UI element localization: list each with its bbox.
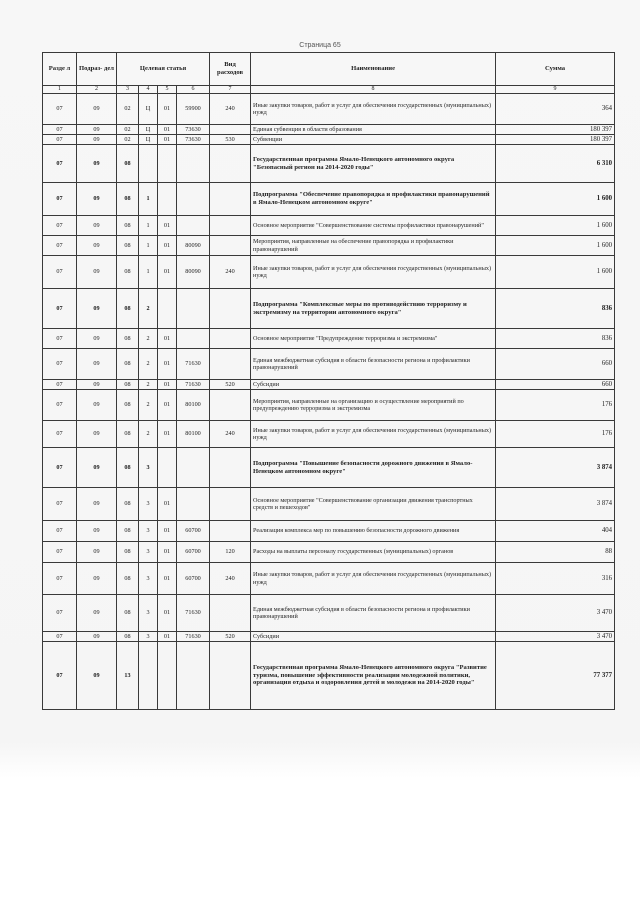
expense-type-cell	[210, 125, 251, 135]
sum-cell: 836	[496, 329, 615, 349]
subprogram-code-cell: 3	[139, 521, 158, 542]
name-cell: Основное мероприятие "Совершенствование системы профилактики правонарушений"	[251, 216, 496, 236]
table-row	[43, 448, 615, 488]
expense-type-cell: 240	[210, 563, 251, 595]
event-code-cell	[158, 448, 177, 488]
name-cell: Основное мероприятие "Предупреждение терроризма и экстремизма"	[251, 329, 496, 349]
subprogram-code-cell: 1	[139, 216, 158, 236]
podrazdel-cell: 09	[77, 563, 117, 595]
direction-code-cell	[177, 329, 210, 349]
event-code-cell: 01	[158, 125, 177, 135]
header-podrazdel: Подраз- дел	[77, 53, 117, 86]
sum-cell: 1 600	[496, 183, 615, 216]
col-number: 1	[43, 86, 77, 94]
event-code-cell: 01	[158, 421, 177, 448]
sum-cell: 316	[496, 563, 615, 595]
table-row	[43, 563, 615, 595]
expense-type-cell	[210, 349, 251, 380]
razdel-cell: 07	[43, 563, 77, 595]
expense-type-cell: 240	[210, 94, 251, 125]
sum-cell: 88	[496, 542, 615, 563]
name-cell: Подпрограмма "Комплексные меры по противодействию терроризму и экстремизму на территории автономного округа"	[251, 289, 496, 329]
event-code-cell: 01	[158, 390, 177, 421]
program-code-cell: 08	[117, 256, 139, 289]
header-razdel: Разде л	[43, 53, 77, 86]
program-code-cell: 08	[117, 183, 139, 216]
podrazdel-cell: 09	[77, 595, 117, 632]
header-naimenovanie: Наименование	[251, 53, 496, 86]
table-row	[43, 216, 615, 236]
name-cell: Мероприятия, направленные на организацию и осуществление мероприятий по предупреждению терроризма и экстремизма	[251, 390, 496, 421]
expense-type-cell: 240	[210, 421, 251, 448]
subprogram-code-cell: Ц	[139, 94, 158, 125]
col-number: 5	[158, 86, 177, 94]
podrazdel-cell: 09	[77, 390, 117, 421]
event-code-cell: 01	[158, 329, 177, 349]
expense-type-cell: 120	[210, 542, 251, 563]
name-cell: Основное мероприятие "Совершенствование организации движения транспортных средств и пешеходов"	[251, 488, 496, 521]
subprogram-code-cell	[139, 642, 158, 710]
table-row	[43, 256, 615, 289]
podrazdel-cell: 09	[77, 216, 117, 236]
event-code-cell: 01	[158, 542, 177, 563]
expense-type-cell	[210, 216, 251, 236]
name-cell: Мероприятия, направленные на обеспечение правопорядка и профилактики правонарушений	[251, 236, 496, 256]
razdel-cell: 07	[43, 595, 77, 632]
subprogram-code-cell	[139, 145, 158, 183]
event-code-cell: 01	[158, 216, 177, 236]
sum-cell: 6 310	[496, 145, 615, 183]
razdel-cell: 07	[43, 421, 77, 448]
event-code-cell: 01	[158, 236, 177, 256]
expense-type-cell	[210, 488, 251, 521]
subprogram-code-cell: 1	[139, 256, 158, 289]
expense-type-cell: 240	[210, 256, 251, 289]
program-code-cell: 08	[117, 542, 139, 563]
direction-code-cell	[177, 183, 210, 216]
event-code-cell	[158, 183, 177, 216]
direction-code-cell	[177, 289, 210, 329]
name-cell: Субсидии	[251, 380, 496, 390]
header-row	[43, 53, 615, 86]
razdel-cell: 07	[43, 329, 77, 349]
razdel-cell: 07	[43, 216, 77, 236]
table-row	[43, 183, 615, 216]
expense-type-cell	[210, 236, 251, 256]
direction-code-cell: 80090	[177, 256, 210, 289]
name-cell: Иные закупки товаров, работ и услуг для обеспечения государственных (муниципальных) нужд	[251, 563, 496, 595]
program-code-cell: 08	[117, 216, 139, 236]
podrazdel-cell: 09	[77, 642, 117, 710]
direction-code-cell	[177, 642, 210, 710]
expense-type-cell: 520	[210, 632, 251, 642]
podrazdel-cell: 09	[77, 289, 117, 329]
podrazdel-cell: 09	[77, 488, 117, 521]
razdel-cell: 07	[43, 135, 77, 145]
direction-code-cell: 71630	[177, 632, 210, 642]
name-cell: Субвенции	[251, 135, 496, 145]
event-code-cell: 01	[158, 632, 177, 642]
table-row	[43, 542, 615, 563]
sum-cell: 3 470	[496, 632, 615, 642]
podrazdel-cell: 09	[77, 380, 117, 390]
razdel-cell: 07	[43, 289, 77, 329]
table-row	[43, 390, 615, 421]
razdel-cell: 07	[43, 488, 77, 521]
direction-code-cell: 80090	[177, 236, 210, 256]
sum-cell: 660	[496, 349, 615, 380]
expense-type-cell	[210, 595, 251, 632]
razdel-cell: 07	[43, 542, 77, 563]
program-code-cell: 08	[117, 390, 139, 421]
program-code-cell: 08	[117, 421, 139, 448]
subprogram-code-cell: 3	[139, 448, 158, 488]
sum-cell: 836	[496, 289, 615, 329]
program-code-cell: 08	[117, 329, 139, 349]
expense-type-cell	[210, 183, 251, 216]
sum-cell: 660	[496, 380, 615, 390]
program-code-cell: 08	[117, 349, 139, 380]
razdel-cell: 07	[43, 125, 77, 135]
name-cell: Иные закупки товаров, работ и услуг для обеспечения государственных (муниципальных) нужд	[251, 421, 496, 448]
name-cell: Субсидии	[251, 632, 496, 642]
table-row	[43, 236, 615, 256]
table-row	[43, 595, 615, 632]
name-cell: Единая межбюджетная субсидия в области безопасности региона и профилактики правонарушений	[251, 349, 496, 380]
table-row	[43, 349, 615, 380]
header-vid-raskhodov: Вид расходов	[210, 53, 251, 86]
sum-cell: 3 874	[496, 448, 615, 488]
table-row	[43, 632, 615, 642]
event-code-cell	[158, 145, 177, 183]
program-code-cell: 08	[117, 488, 139, 521]
podrazdel-cell: 09	[77, 183, 117, 216]
direction-code-cell: 80100	[177, 421, 210, 448]
direction-code-cell: 59900	[177, 94, 210, 125]
podrazdel-cell: 09	[77, 135, 117, 145]
sum-cell: 1 600	[496, 236, 615, 256]
event-code-cell: 01	[158, 595, 177, 632]
razdel-cell: 07	[43, 632, 77, 642]
name-cell: Расходы на выплаты персоналу государственных (муниципальных) органов	[251, 542, 496, 563]
direction-code-cell: 60700	[177, 542, 210, 563]
subprogram-code-cell: 2	[139, 380, 158, 390]
col-number: 7	[210, 86, 251, 94]
subprogram-code-cell: 3	[139, 632, 158, 642]
expense-type-cell: 530	[210, 135, 251, 145]
subprogram-code-cell: 1	[139, 183, 158, 216]
subprogram-code-cell: 2	[139, 390, 158, 421]
col-number: 2	[77, 86, 117, 94]
event-code-cell	[158, 642, 177, 710]
podrazdel-cell: 09	[77, 448, 117, 488]
subprogram-code-cell: 3	[139, 563, 158, 595]
table-row	[43, 488, 615, 521]
direction-code-cell: 71630	[177, 380, 210, 390]
col-number: 9	[496, 86, 615, 94]
program-code-cell: 08	[117, 236, 139, 256]
podrazdel-cell: 09	[77, 349, 117, 380]
razdel-cell: 07	[43, 183, 77, 216]
name-cell: Подпрограмма "Обеспечение правопорядка и профилактики правонарушений в Ямало-Ненецком автономном округе"	[251, 183, 496, 216]
program-code-cell: 08	[117, 448, 139, 488]
direction-code-cell: 80100	[177, 390, 210, 421]
podrazdel-cell: 09	[77, 632, 117, 642]
page-number: Страница 65	[299, 42, 341, 49]
subprogram-code-cell: Ц	[139, 125, 158, 135]
event-code-cell: 01	[158, 135, 177, 145]
razdel-cell: 07	[43, 236, 77, 256]
event-code-cell	[158, 289, 177, 329]
event-code-cell: 01	[158, 349, 177, 380]
program-code-cell: 02	[117, 125, 139, 135]
podrazdel-cell: 09	[77, 521, 117, 542]
event-code-cell: 01	[158, 488, 177, 521]
program-code-cell: 08	[117, 595, 139, 632]
expense-type-cell	[210, 642, 251, 710]
event-code-cell: 01	[158, 563, 177, 595]
name-cell: Единая субвенция в области образования	[251, 125, 496, 135]
sum-cell: 3 470	[496, 595, 615, 632]
col-number: 4	[139, 86, 158, 94]
expense-type-cell	[210, 145, 251, 183]
table-row	[43, 94, 615, 125]
sum-cell: 180 397	[496, 135, 615, 145]
event-code-cell: 01	[158, 256, 177, 289]
name-cell: Реализация комплекса мер по повышению безопасности дорожного движения	[251, 521, 496, 542]
sum-cell: 1 600	[496, 256, 615, 289]
podrazdel-cell: 09	[77, 125, 117, 135]
subprogram-code-cell: 2	[139, 329, 158, 349]
podrazdel-cell: 09	[77, 421, 117, 448]
expense-type-cell: 520	[210, 380, 251, 390]
program-code-cell: 08	[117, 289, 139, 329]
podrazdel-cell: 09	[77, 236, 117, 256]
razdel-cell: 07	[43, 521, 77, 542]
event-code-cell: 01	[158, 380, 177, 390]
direction-code-cell: 71630	[177, 349, 210, 380]
program-code-cell: 08	[117, 563, 139, 595]
expense-type-cell	[210, 329, 251, 349]
sum-cell: 404	[496, 521, 615, 542]
sum-cell: 176	[496, 390, 615, 421]
table-row	[43, 289, 615, 329]
direction-code-cell: 73630	[177, 135, 210, 145]
subprogram-code-cell: 2	[139, 289, 158, 329]
program-code-cell: 08	[117, 632, 139, 642]
sum-cell: 1 600	[496, 216, 615, 236]
event-code-cell: 01	[158, 94, 177, 125]
table-row	[43, 421, 615, 448]
subprogram-code-cell: Ц	[139, 135, 158, 145]
sum-cell: 176	[496, 421, 615, 448]
expense-type-cell	[210, 289, 251, 329]
program-code-cell: 02	[117, 135, 139, 145]
name-cell: Государственная программа Ямало-Ненецкого автономного округа "Безопасный регион на 2014-2020 годы"	[251, 145, 496, 183]
col-number: 8	[251, 86, 496, 94]
table-row	[43, 135, 615, 145]
subprogram-code-cell: 3	[139, 595, 158, 632]
column-number-row	[43, 86, 615, 94]
direction-code-cell: 73630	[177, 125, 210, 135]
program-code-cell: 13	[117, 642, 139, 710]
program-code-cell: 08	[117, 145, 139, 183]
expense-type-cell	[210, 448, 251, 488]
sum-cell: 180 397	[496, 125, 615, 135]
direction-code-cell	[177, 448, 210, 488]
subprogram-code-cell: 3	[139, 542, 158, 563]
name-cell: Единая межбюджетная субсидия в области безопасности региона и профилактики правонарушений	[251, 595, 496, 632]
table-body	[43, 94, 615, 710]
razdel-cell: 07	[43, 94, 77, 125]
table-row	[43, 642, 615, 710]
sum-cell: 3 874	[496, 488, 615, 521]
name-cell: Иные закупки товаров, работ и услуг для обеспечения государственных (муниципальных) нужд	[251, 256, 496, 289]
direction-code-cell: 60700	[177, 521, 210, 542]
col-number: 6	[177, 86, 210, 94]
sum-cell: 77 377	[496, 642, 615, 710]
subprogram-code-cell: 2	[139, 349, 158, 380]
razdel-cell: 07	[43, 380, 77, 390]
razdel-cell: 07	[43, 448, 77, 488]
name-cell: Иные закупки товаров, работ и услуг для обеспечения государственных (муниципальных) нужд	[251, 94, 496, 125]
name-cell: Подпрограмма "Повышение безопасности дорожного движения в Ямало-Ненецком автономном округе"	[251, 448, 496, 488]
sum-cell: 364	[496, 94, 615, 125]
direction-code-cell	[177, 145, 210, 183]
expense-type-cell	[210, 521, 251, 542]
direction-code-cell	[177, 216, 210, 236]
table-row	[43, 380, 615, 390]
table-row	[43, 329, 615, 349]
budget-table	[42, 52, 615, 710]
name-cell: Государственная программа Ямало-Ненецкого автономного округа "Развитие туризма, повышение эффективности реализации молодежной политики, организация отдыха и оздоровления детей и молодежи на 2014-2020 годы"	[251, 642, 496, 710]
razdel-cell: 07	[43, 145, 77, 183]
subprogram-code-cell: 3	[139, 488, 158, 521]
razdel-cell: 07	[43, 642, 77, 710]
table-row	[43, 145, 615, 183]
expense-type-cell	[210, 390, 251, 421]
header-celevaya-statya: Целевая статья	[117, 53, 210, 86]
subprogram-code-cell: 1	[139, 236, 158, 256]
razdel-cell: 07	[43, 349, 77, 380]
table-row	[43, 521, 615, 542]
podrazdel-cell: 09	[77, 329, 117, 349]
col-number: 3	[117, 86, 139, 94]
program-code-cell: 08	[117, 380, 139, 390]
podrazdel-cell: 09	[77, 256, 117, 289]
program-code-cell: 08	[117, 521, 139, 542]
table-row	[43, 125, 615, 135]
podrazdel-cell: 09	[77, 542, 117, 563]
direction-code-cell: 71630	[177, 595, 210, 632]
header-summa: Сумма	[496, 53, 615, 86]
subprogram-code-cell: 2	[139, 421, 158, 448]
razdel-cell: 07	[43, 256, 77, 289]
podrazdel-cell: 09	[77, 145, 117, 183]
razdel-cell: 07	[43, 390, 77, 421]
direction-code-cell	[177, 488, 210, 521]
direction-code-cell: 60700	[177, 563, 210, 595]
event-code-cell: 01	[158, 521, 177, 542]
podrazdel-cell: 09	[77, 94, 117, 125]
program-code-cell: 02	[117, 94, 139, 125]
